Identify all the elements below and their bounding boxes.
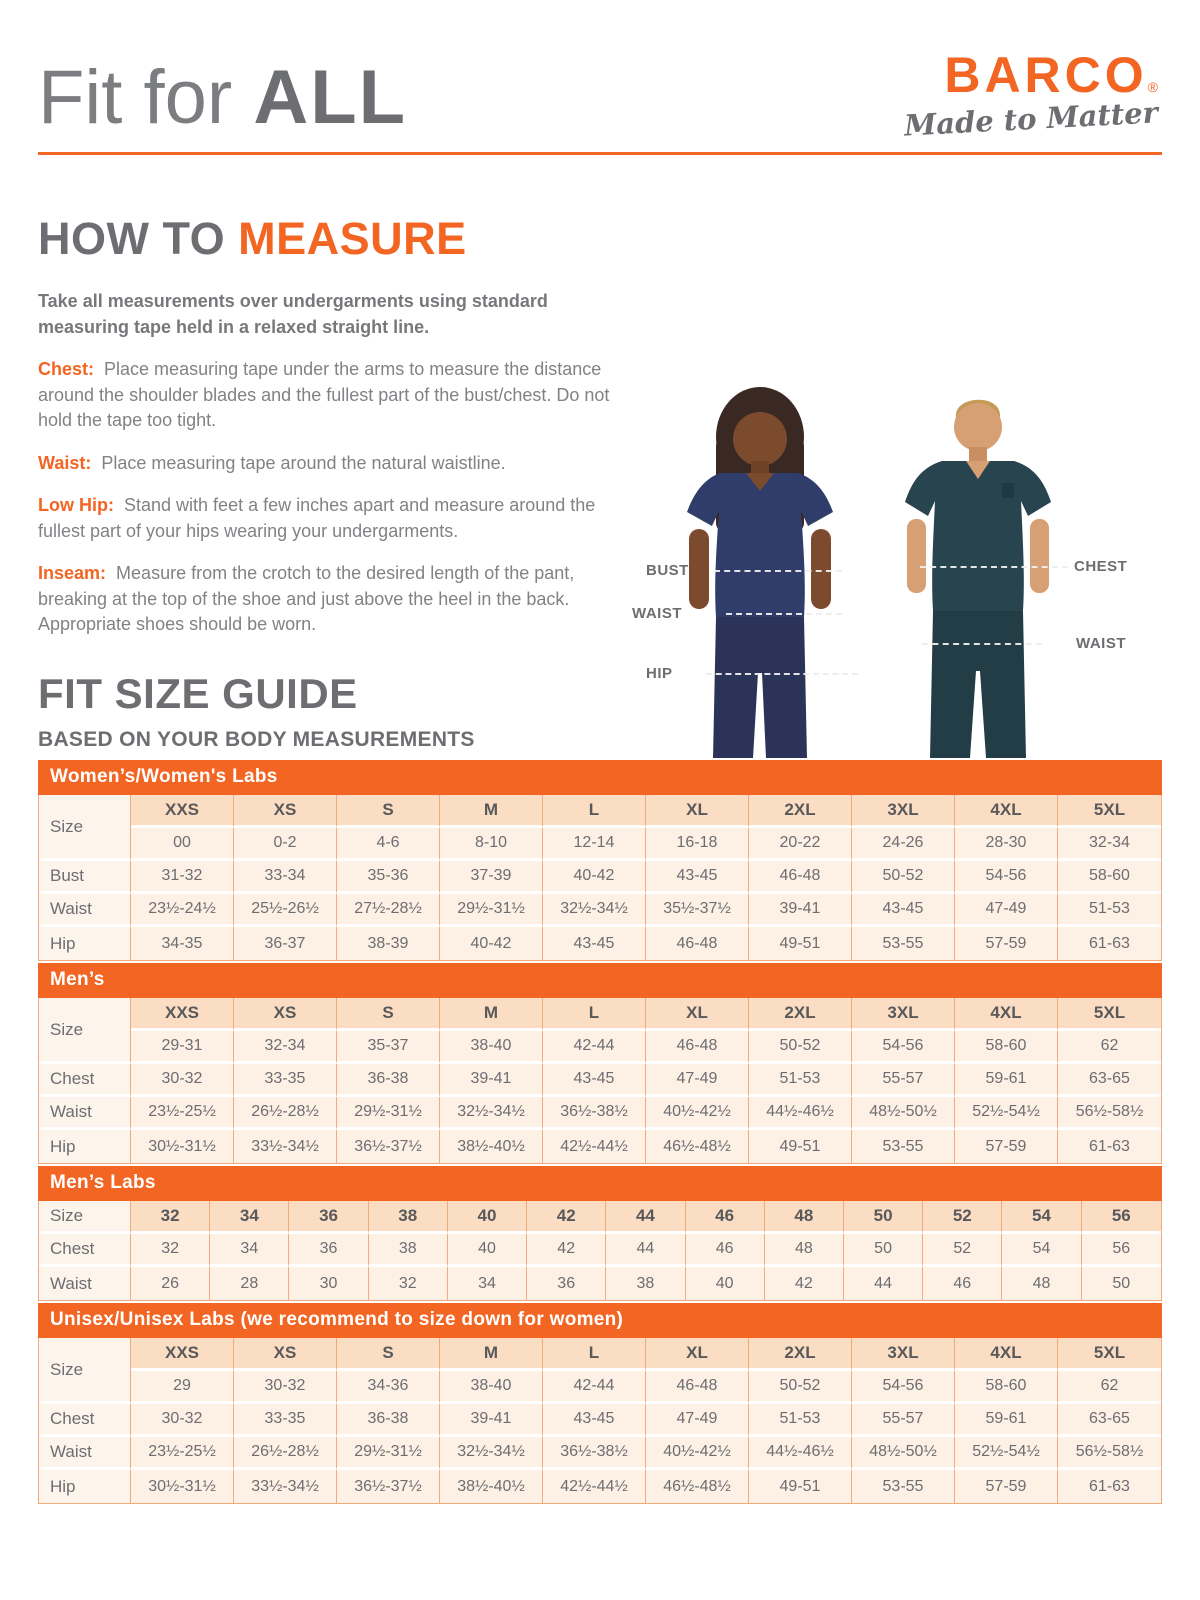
numeric-size-cell: 28-30 bbox=[955, 828, 1058, 861]
measurement-cell: 48½-50½ bbox=[852, 1097, 955, 1130]
size-header-cell: L bbox=[543, 1338, 646, 1371]
brand-name bbox=[904, 47, 1158, 103]
measurement-cell: 53-55 bbox=[852, 1130, 955, 1163]
size-header-cell: 5XL bbox=[1058, 1338, 1161, 1371]
mens-table-section bbox=[38, 963, 1162, 1164]
size-header-cell: 54 bbox=[1002, 1201, 1081, 1234]
measurement-cell: 42 bbox=[765, 1267, 844, 1300]
measurement-cell: 53-55 bbox=[852, 1470, 955, 1503]
measurement-cell: 57-59 bbox=[955, 1470, 1058, 1503]
numeric-size-cell: 50-52 bbox=[749, 1031, 852, 1064]
row-label-cell: Chest bbox=[39, 1064, 131, 1097]
numeric-size-cell: 32-34 bbox=[1058, 828, 1161, 861]
measurement-cell: 34 bbox=[210, 1234, 289, 1267]
size-header-cell: XS bbox=[234, 1338, 337, 1371]
size-label-cell: Size bbox=[39, 795, 131, 861]
numeric-size-cell: 38-40 bbox=[440, 1371, 543, 1404]
measurement-cell: 36 bbox=[527, 1267, 606, 1300]
womens-table-section bbox=[38, 760, 1162, 961]
measurement-cell: 34-35 bbox=[131, 927, 234, 960]
header-divider bbox=[38, 152, 1162, 155]
numeric-size-cell: 46-48 bbox=[646, 1031, 749, 1064]
measurement-cell: 54 bbox=[1002, 1234, 1081, 1267]
numeric-size-cell: 20-22 bbox=[749, 828, 852, 861]
size-header-cell: 46 bbox=[686, 1201, 765, 1234]
measurement-cell: 59-61 bbox=[955, 1064, 1058, 1097]
measurement-cell: 26½-28½ bbox=[234, 1097, 337, 1130]
measurement-cell: 39-41 bbox=[440, 1404, 543, 1437]
numeric-size-cell: 42-44 bbox=[543, 1031, 646, 1064]
size-label-cell: Size bbox=[39, 1201, 131, 1234]
measurement-cell: 36½-38½ bbox=[543, 1437, 646, 1470]
how-to-measure-section bbox=[38, 213, 1162, 758]
bust-figure-label: BUST bbox=[646, 562, 689, 579]
measurement-cell: 26 bbox=[131, 1267, 210, 1300]
how-to-measure-heading bbox=[38, 213, 638, 265]
measurement-cell: 29½-31½ bbox=[440, 894, 543, 927]
measurement-cell: 47-49 bbox=[955, 894, 1058, 927]
measurement-row bbox=[39, 861, 1161, 894]
measurement-cell: 47-49 bbox=[646, 1404, 749, 1437]
fit-size-guide-heading: FIT SIZE GUIDE bbox=[38, 670, 358, 717]
size-header-cell: 2XL bbox=[749, 795, 852, 828]
size-tables bbox=[38, 760, 1162, 1504]
measurement-cell: 49-51 bbox=[749, 1470, 852, 1503]
title-space bbox=[232, 55, 253, 140]
brand-logo bbox=[903, 47, 1162, 143]
measurement-cell: 52½-54½ bbox=[955, 1097, 1058, 1130]
measurement-row bbox=[39, 1470, 1161, 1503]
size-header-cell: 32 bbox=[131, 1201, 210, 1234]
measurement-cell: 38-39 bbox=[337, 927, 440, 960]
measure-intro: Take all measurements over undergarments using standard measuring tape held in a relaxed straight line. bbox=[38, 291, 548, 337]
numeric-size-cell: 29 bbox=[131, 1371, 234, 1404]
row-label-cell: Chest bbox=[39, 1404, 131, 1437]
row-label-cell: Bust bbox=[39, 861, 131, 894]
measurement-cell: 25½-26½ bbox=[234, 894, 337, 927]
page-title-light: Fit for bbox=[38, 55, 233, 140]
size-header-cell: XXS bbox=[131, 998, 234, 1031]
measurement-cell: 32½-34½ bbox=[440, 1437, 543, 1470]
mens-size-table bbox=[38, 998, 1162, 1164]
measurement-cell: 30½-31½ bbox=[131, 1130, 234, 1163]
measurement-cell: 33-34 bbox=[234, 861, 337, 894]
measurement-cell: 48 bbox=[765, 1234, 844, 1267]
measurement-row bbox=[39, 927, 1161, 960]
measurement-cell: 52½-54½ bbox=[955, 1437, 1058, 1470]
measurement-cell: 29½-31½ bbox=[337, 1437, 440, 1470]
row-label-cell: Waist bbox=[39, 1097, 131, 1130]
numeric-size-cell: 54-56 bbox=[852, 1031, 955, 1064]
size-header-cell: 44 bbox=[606, 1201, 685, 1234]
measurement-cell: 30½-31½ bbox=[131, 1470, 234, 1503]
size-header-cell: XS bbox=[234, 998, 337, 1031]
numeric-size-cell: 38-40 bbox=[440, 1031, 543, 1064]
measurement-cell: 50 bbox=[844, 1234, 923, 1267]
lowhip-label: Low Hip: bbox=[38, 495, 114, 516]
measurement-cell: 58-60 bbox=[1058, 861, 1161, 894]
row-label-cell: Chest bbox=[39, 1234, 131, 1267]
page-title-bold: ALL bbox=[253, 55, 408, 140]
measurement-cell: 38 bbox=[369, 1234, 448, 1267]
measurement-cell: 46-48 bbox=[749, 861, 852, 894]
measurement-cell: 30 bbox=[289, 1267, 368, 1300]
measurement-cell: 23½-25½ bbox=[131, 1437, 234, 1470]
bust-measure-line bbox=[714, 570, 842, 572]
measurement-cell: 36½-37½ bbox=[337, 1130, 440, 1163]
measurement-cell: 63-65 bbox=[1058, 1064, 1161, 1097]
womens-size-table bbox=[38, 795, 1162, 961]
size-header-cell: M bbox=[440, 795, 543, 828]
measurement-cell: 43-45 bbox=[543, 1404, 646, 1437]
size-header-cell: XL bbox=[646, 998, 749, 1031]
numeric-size-cell: 24-26 bbox=[852, 828, 955, 861]
waist-man-figure-label: WAIST bbox=[1076, 635, 1126, 652]
measurement-cell: 50 bbox=[1082, 1267, 1161, 1300]
numeric-size-cell: 46-48 bbox=[646, 1371, 749, 1404]
measurement-cell: 40-42 bbox=[440, 927, 543, 960]
measurement-cell: 40½-42½ bbox=[646, 1097, 749, 1130]
size-header-cell: 40 bbox=[448, 1201, 527, 1234]
numeric-size-cell: 16-18 bbox=[646, 828, 749, 861]
numeric-size-cell: 62 bbox=[1058, 1371, 1161, 1404]
measurement-cell: 32½-34½ bbox=[543, 894, 646, 927]
measurement-cell: 49-51 bbox=[749, 927, 852, 960]
hip-figure-label: HIP bbox=[646, 665, 673, 682]
measurement-cell: 32½-34½ bbox=[440, 1097, 543, 1130]
measurement-cell: 54-56 bbox=[955, 861, 1058, 894]
numeric-size-cell: 00 bbox=[131, 828, 234, 861]
measurement-cell: 51-53 bbox=[749, 1404, 852, 1437]
measurement-row bbox=[39, 1437, 1161, 1470]
measurement-cell: 38½-40½ bbox=[440, 1470, 543, 1503]
measurement-cell: 44½-46½ bbox=[749, 1437, 852, 1470]
measurement-cell: 47-49 bbox=[646, 1064, 749, 1097]
measurement-cell: 55-57 bbox=[852, 1404, 955, 1437]
inseam-label: Inseam: bbox=[38, 563, 107, 584]
measurement-cell: 43-45 bbox=[852, 894, 955, 927]
measurement-cell: 36-38 bbox=[337, 1404, 440, 1437]
size-header-cell: 52 bbox=[923, 1201, 1002, 1234]
size-header-cell: XS bbox=[234, 795, 337, 828]
size-header-cell: S bbox=[337, 998, 440, 1031]
measurement-cell: 23½-24½ bbox=[131, 894, 234, 927]
measurement-cell: 39-41 bbox=[440, 1064, 543, 1097]
measurement-cell: 51-53 bbox=[749, 1064, 852, 1097]
numeric-size-cell: 35-37 bbox=[337, 1031, 440, 1064]
measure-item-waist bbox=[38, 451, 638, 477]
size-header-cell: 34 bbox=[210, 1201, 289, 1234]
size-header-cell: L bbox=[543, 998, 646, 1031]
numeric-size-cell: 58-60 bbox=[955, 1371, 1058, 1404]
measure-item-inseam bbox=[38, 561, 638, 638]
measure-item-lowhip bbox=[38, 493, 638, 544]
measurement-cell: 57-59 bbox=[955, 927, 1058, 960]
measurement-cell: 28 bbox=[210, 1267, 289, 1300]
measurement-cell: 46½-48½ bbox=[646, 1470, 749, 1503]
measurement-cell: 53-55 bbox=[852, 927, 955, 960]
measurement-cell: 35½-37½ bbox=[646, 894, 749, 927]
size-header-cell: 4XL bbox=[955, 795, 1058, 828]
size-label-cell: Size bbox=[39, 1338, 131, 1404]
womens-table-banner: Women’s/Women's Labs bbox=[38, 760, 1162, 795]
measurement-cell: 29½-31½ bbox=[337, 1097, 440, 1130]
measurement-cell: 32 bbox=[369, 1267, 448, 1300]
row-label-cell: Hip bbox=[39, 1470, 131, 1503]
size-header-cell: M bbox=[440, 1338, 543, 1371]
numeric-size-cell: 12-14 bbox=[543, 828, 646, 861]
measure-item-chest bbox=[38, 357, 638, 434]
size-header-cell: 5XL bbox=[1058, 795, 1161, 828]
measurement-cell: 51-53 bbox=[1058, 894, 1161, 927]
measurement-cell: 46 bbox=[686, 1234, 765, 1267]
numeric-size-cell: 34-36 bbox=[337, 1371, 440, 1404]
row-label-cell: Waist bbox=[39, 894, 131, 927]
row-label-cell: Waist bbox=[39, 1267, 131, 1300]
measurement-cell: 38 bbox=[606, 1267, 685, 1300]
measurement-cell: 57-59 bbox=[955, 1130, 1058, 1163]
size-header-cell: 36 bbox=[289, 1201, 368, 1234]
measurement-cell: 49-51 bbox=[749, 1130, 852, 1163]
measurement-cell: 36½-37½ bbox=[337, 1470, 440, 1503]
chest-figure-label: CHEST bbox=[1074, 558, 1128, 575]
measurement-cell: 50-52 bbox=[852, 861, 955, 894]
lowhip-text: Stand with feet a few inches apart and measure around the fullest part of your hips wearing your undergarments. bbox=[38, 495, 596, 541]
size-header-cell: 42 bbox=[527, 1201, 606, 1234]
hip-measure-line bbox=[706, 673, 858, 675]
numeric-size-cell: 0-2 bbox=[234, 828, 337, 861]
measurement-cell: 40 bbox=[686, 1267, 765, 1300]
measurement-row bbox=[39, 1234, 1161, 1267]
row-label-cell: Hip bbox=[39, 927, 131, 960]
measurement-cell: 30-32 bbox=[131, 1064, 234, 1097]
mens-table-banner: Men’s bbox=[38, 963, 1162, 998]
measurement-cell: 27½-28½ bbox=[337, 894, 440, 927]
measurement-cell: 36½-38½ bbox=[543, 1097, 646, 1130]
measurement-cell: 23½-25½ bbox=[131, 1097, 234, 1130]
measurement-row bbox=[39, 1267, 1161, 1300]
measurement-cell: 46-48 bbox=[646, 927, 749, 960]
measurement-cell: 55-57 bbox=[852, 1064, 955, 1097]
numeric-size-cell: 30-32 bbox=[234, 1371, 337, 1404]
numeric-size-cell: 29-31 bbox=[131, 1031, 234, 1064]
chest-label: Chest: bbox=[38, 359, 95, 380]
measurement-cell: 46½-48½ bbox=[646, 1130, 749, 1163]
size-label-cell: Size bbox=[39, 998, 131, 1064]
measurement-cell: 39-41 bbox=[749, 894, 852, 927]
numeric-size-cell: 58-60 bbox=[955, 1031, 1058, 1064]
measurement-cell: 36-38 bbox=[337, 1064, 440, 1097]
waist-label: Waist: bbox=[38, 452, 92, 473]
heading-gray-part: HOW TO bbox=[38, 213, 239, 264]
measurement-row bbox=[39, 894, 1161, 927]
size-header-cell: S bbox=[337, 795, 440, 828]
numeric-size-cell: 8-10 bbox=[440, 828, 543, 861]
waist-woman-figure-label: WAIST bbox=[632, 605, 682, 622]
measurement-cell: 61-63 bbox=[1058, 1130, 1161, 1163]
mens-labs-table-banner: Men’s Labs bbox=[38, 1166, 1162, 1201]
measurement-cell: 61-63 bbox=[1058, 927, 1161, 960]
measurement-cell: 40½-42½ bbox=[646, 1437, 749, 1470]
size-header-cell: 4XL bbox=[955, 1338, 1058, 1371]
size-header-cell: 2XL bbox=[749, 998, 852, 1031]
measurement-cell: 38½-40½ bbox=[440, 1130, 543, 1163]
measurement-cell: 34 bbox=[448, 1267, 527, 1300]
measurement-cell: 36 bbox=[289, 1234, 368, 1267]
measurement-cell: 40-42 bbox=[543, 861, 646, 894]
size-header-cell: S bbox=[337, 1338, 440, 1371]
mens-labs-size-table bbox=[38, 1201, 1162, 1301]
measurement-cell: 30-32 bbox=[131, 1404, 234, 1437]
measurement-cell: 43-45 bbox=[543, 1064, 646, 1097]
size-header-cell: M bbox=[440, 998, 543, 1031]
brand-tagline: Made to Matter bbox=[903, 95, 1159, 143]
measurement-cell: 46 bbox=[923, 1267, 1002, 1300]
waist-man-measure-line bbox=[922, 643, 1042, 645]
unisex-table-banner: Unisex/Unisex Labs (we recommend to size down for women) bbox=[38, 1303, 1162, 1338]
header bbox=[38, 47, 1162, 143]
measurement-cell: 35-36 bbox=[337, 861, 440, 894]
size-header-cell: 2XL bbox=[749, 1338, 852, 1371]
size-header-cell: XL bbox=[646, 795, 749, 828]
mens-labs-table-section bbox=[38, 1166, 1162, 1301]
measurement-cell: 56 bbox=[1082, 1234, 1161, 1267]
measurement-cell: 61-63 bbox=[1058, 1470, 1161, 1503]
numeric-size-cell: 32-34 bbox=[234, 1031, 337, 1064]
measurement-cell: 33½-34½ bbox=[234, 1130, 337, 1163]
measurement-row bbox=[39, 1097, 1161, 1130]
measurement-cell: 31-32 bbox=[131, 861, 234, 894]
measurement-cell: 44½-46½ bbox=[749, 1097, 852, 1130]
size-header-cell: XXS bbox=[131, 795, 234, 828]
measurement-cell: 33½-34½ bbox=[234, 1470, 337, 1503]
measurement-cell: 40 bbox=[448, 1234, 527, 1267]
size-header-cell: L bbox=[543, 795, 646, 828]
measurement-cell: 33-35 bbox=[234, 1404, 337, 1437]
measurement-cell: 56½-58½ bbox=[1058, 1097, 1161, 1130]
measure-instructions bbox=[38, 213, 638, 638]
size-header-cell: 5XL bbox=[1058, 998, 1161, 1031]
measurement-row bbox=[39, 1064, 1161, 1097]
measurement-cell: 44 bbox=[844, 1267, 923, 1300]
measurement-cell: 42 bbox=[527, 1234, 606, 1267]
measurement-cell: 43-45 bbox=[543, 927, 646, 960]
size-header-cell: 38 bbox=[369, 1201, 448, 1234]
measurement-cell: 56½-58½ bbox=[1058, 1437, 1161, 1470]
waist-text: Place measuring tape around the natural waistline. bbox=[101, 452, 506, 473]
measurement-row bbox=[39, 1130, 1161, 1163]
measurement-cell: 63-65 bbox=[1058, 1404, 1161, 1437]
row-label-cell: Hip bbox=[39, 1130, 131, 1163]
measurement-cell: 48 bbox=[1002, 1267, 1081, 1300]
page-title bbox=[38, 55, 408, 140]
size-header-cell: 3XL bbox=[852, 998, 955, 1031]
measurement-cell: 42½-44½ bbox=[543, 1130, 646, 1163]
inseam-text: Measure from the crotch to the desired length of the pant, breaking at the top of the shoe and just above the heel in the back. Appropriate shoes should be worn. bbox=[38, 563, 575, 635]
measurement-cell: 42½-44½ bbox=[543, 1470, 646, 1503]
size-header-cell: 3XL bbox=[852, 1338, 955, 1371]
measurement-row bbox=[39, 1404, 1161, 1437]
unisex-size-table bbox=[38, 1338, 1162, 1504]
measurement-cell: 59-61 bbox=[955, 1404, 1058, 1437]
size-header-cell: 3XL bbox=[852, 795, 955, 828]
measurement-cell: 52 bbox=[923, 1234, 1002, 1267]
measurement-cell: 48½-50½ bbox=[852, 1437, 955, 1470]
size-header-cell: 48 bbox=[765, 1201, 844, 1234]
row-label-cell: Waist bbox=[39, 1437, 131, 1470]
size-header-cell: XL bbox=[646, 1338, 749, 1371]
measurement-cell: 32 bbox=[131, 1234, 210, 1267]
measurement-cell: 26½-28½ bbox=[234, 1437, 337, 1470]
numeric-size-cell: 50-52 bbox=[749, 1371, 852, 1404]
fit-size-guide-subheading: BASED ON YOUR BODY MEASUREMENTS bbox=[38, 728, 475, 751]
measurement-cell: 33-35 bbox=[234, 1064, 337, 1097]
numeric-size-cell: 62 bbox=[1058, 1031, 1161, 1064]
numeric-size-cell: 4-6 bbox=[337, 828, 440, 861]
size-header-cell: 50 bbox=[844, 1201, 923, 1234]
brand-wordmark: BARCO bbox=[944, 47, 1148, 103]
unisex-table-section bbox=[38, 1303, 1162, 1504]
registered-mark-icon: ® bbox=[1147, 79, 1158, 95]
measurement-cell: 37-39 bbox=[440, 861, 543, 894]
chest-text: Place measuring tape under the arms to measure the distance around the shoulder blades and the fullest part of the bust/chest. Do not hold the tape too tight. bbox=[38, 359, 610, 431]
chest-measure-line bbox=[920, 566, 1068, 568]
size-header-cell: 56 bbox=[1082, 1201, 1161, 1234]
fit-size-guide-header bbox=[38, 670, 475, 752]
size-header-cell: XXS bbox=[131, 1338, 234, 1371]
measurement-cell: 43-45 bbox=[646, 861, 749, 894]
models-photo bbox=[602, 383, 1162, 758]
numeric-size-cell: 54-56 bbox=[852, 1371, 955, 1404]
measurement-cell: 44 bbox=[606, 1234, 685, 1267]
measurement-cell: 36-37 bbox=[234, 927, 337, 960]
numeric-size-cell: 42-44 bbox=[543, 1371, 646, 1404]
waist-woman-measure-line bbox=[726, 613, 842, 615]
size-header-cell: 4XL bbox=[955, 998, 1058, 1031]
heading-orange-part: MEASURE bbox=[238, 213, 467, 264]
